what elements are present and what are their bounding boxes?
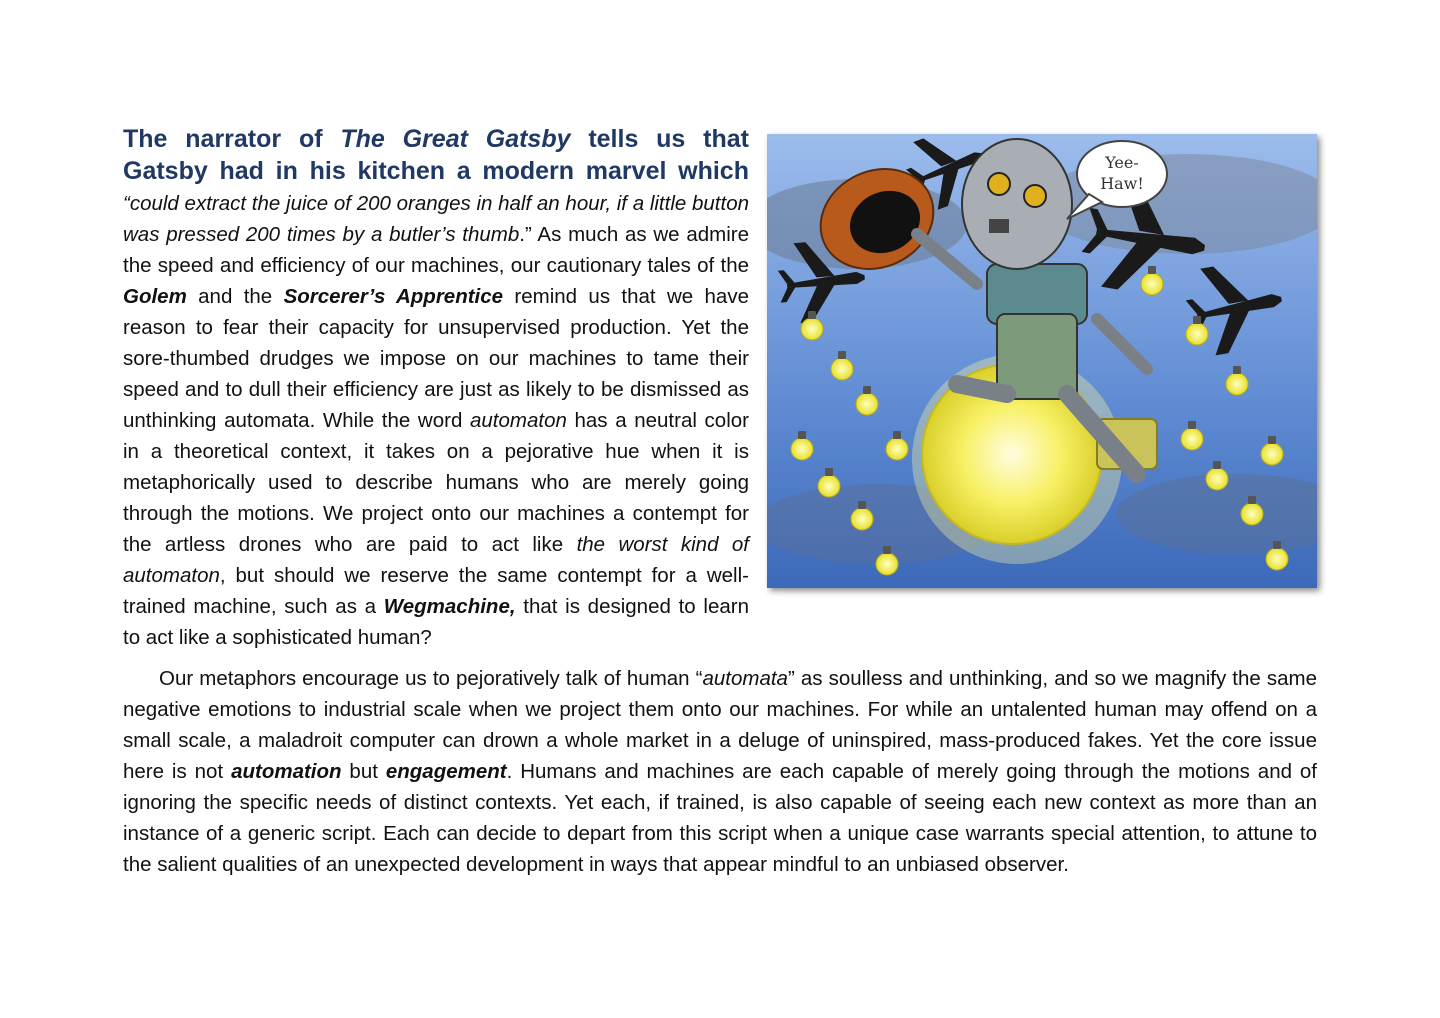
body-text: .” As much as we admire the speed and efficiency of our machines, our cautionary tales of the <box>123 223 749 277</box>
body-text: and the <box>186 285 284 308</box>
heading-text: tells us that Gatsby had in his kitchen a modern marvel which <box>123 125 749 185</box>
body-text: remind us that we have reason to fear their capacity for unsupervised production. Yet the sore-thumbed drudges we impose on our machines to tame their speed and to dull their efficiency are just as likely to be dismissed as unthinking automata. While the word <box>123 285 749 432</box>
body-text: that is designed to learn to act like a sophisticated human? <box>123 595 749 649</box>
body-text: has a neutral color in a theoretical context, it takes on a pejorative hue when it is metaphorically used to describe humans who are merely going through the motions. We project onto our machines a contempt for the artless drones who are paid to act like <box>123 409 749 556</box>
body-text: . Humans and machines are each capable of merely going through the motions and of ignoring the specific needs of distinct contexts. Yet each, if trained, is also capable of seeing each new context as more than an instance of a generic script. Each can decide to depart from this script when a unique case warrants special attention, to attune to the salient qualities of an unexpected development in ways that appear mindful to an unbiased observer. <box>123 760 1318 876</box>
body-text: Our metaphors encourage us to pejoratively talk of human “ <box>159 667 703 690</box>
illustration-canvas <box>767 134 1317 588</box>
emphasis-automation: automation <box>231 760 342 783</box>
emphasis-wegmachine: Wegmachine, <box>383 595 516 618</box>
speech-line-2: Haw! <box>1100 174 1144 193</box>
body-text: , but should we reserve the same contempt for a well-trained machine, such as a <box>123 564 749 618</box>
emphasis-automaton: automaton <box>470 409 567 432</box>
body-text: but <box>341 760 386 783</box>
heading <box>123 125 749 185</box>
book-title: The Great Gatsby <box>340 125 571 153</box>
gatsby-quote: “could extract the juice of 200 oranges in half an hour, if a little button was pressed 200 times by a butler’s thumb <box>123 192 749 246</box>
document-page <box>123 124 1317 880</box>
emphasis-engagement: engagement <box>385 760 507 783</box>
paragraph-2 <box>123 663 1317 880</box>
emphasis-sorcerers-apprentice: Sorcerer’s Apprentice <box>283 285 504 308</box>
emphasis-golem: Golem <box>123 285 187 308</box>
body-text: ” as soulless and unthinking, and so we magnify the same negative emotions to industrial scale when we project them onto our machines. For while an untalented human may offend on a small scale, a maladroit computer can drown a whole market in a deluge of uninspired, mass-produced fakes. Yet the core issue here is not <box>123 667 1317 783</box>
speech-line-1: Yee- <box>1105 153 1139 172</box>
heading-text: The narrator of <box>123 125 341 153</box>
robot-riding-lightbulb-illustration <box>767 134 1317 588</box>
emphasis-automata: automata <box>702 667 788 690</box>
emphasis-worst-kind: the worst kind of automaton <box>123 533 750 587</box>
